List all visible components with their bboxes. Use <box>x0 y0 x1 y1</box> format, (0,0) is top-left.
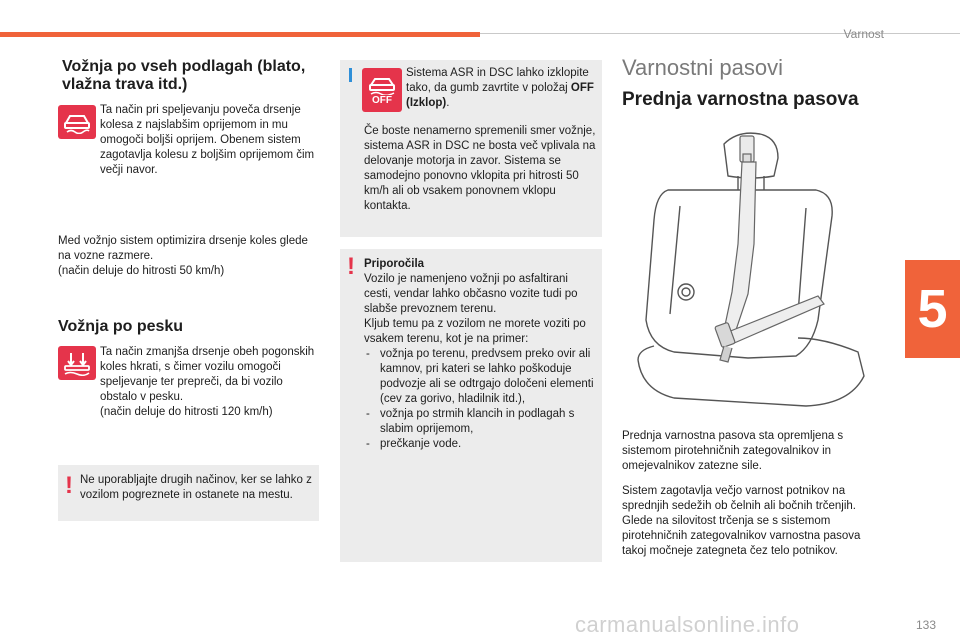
sand-mode-title: Vožnja po pesku <box>58 318 184 335</box>
mud-mode-icon <box>58 105 96 139</box>
sand-mode-icon <box>58 346 96 380</box>
warning-icon: ! <box>347 253 355 280</box>
recommendation-title: Priporočila <box>364 258 425 270</box>
mud-mode-description: Ta način pri speljevanju poveča drsenje kolesa z najslabšim oprijemom in mu omogoči boljši oprijem. Obenem sistem zagotavlja kolesu z boljšim oprijemom čim večji navor. <box>100 104 315 176</box>
page-number: 133 <box>915 618 936 632</box>
header-divider <box>480 33 960 34</box>
seatbelt-paragraph-1: Prednja varnostna pasova sta opremljena s sistemom pirotehničnih zategovalnikov in omejevalnikov zatezne sile. <box>622 430 844 472</box>
info-text <box>406 66 596 111</box>
list-item: - prečkanje vode. <box>364 437 596 452</box>
warning-box <box>58 465 319 521</box>
list-item: - vožnja po terenu, predvsem preko ovir ali kamnov, pri kateri se lahko poškoduje podvozje ali se odtrgajo določeni elementi (cev za gorivo, hladilnik itd.), <box>364 347 596 407</box>
sand-mode-description: Ta način zmanjša drsenje obeh pogonskih koles hkrati, s čimer vozilu omogoči speljevanje ter prepreči, da bi vozilo obstalo v pesku. (način deluje do hitrosti 120 km/h) <box>100 346 315 418</box>
seat-belt-illustration <box>628 124 902 424</box>
chapter-tab: 5 <box>905 260 960 358</box>
mud-mode-title: Vožnja po vseh podlagah (blato, vlažna trava itd.) <box>62 58 306 93</box>
header-accent-bar <box>0 32 480 37</box>
list-item: - vožnja po strmih klancih in podlagah s slabim oprijemom, <box>364 407 596 437</box>
section-title: Prednja varnostna pasova <box>622 89 859 110</box>
watermark: carmanualsonline.info <box>575 612 800 637</box>
info-paragraph-2: Če boste nenamerno spremenili smer vožnje, sistema ASR in DSC ne bosta več vplivala na delovanje motorja in zavor. Sistema se samodejno ponovno vklopita pri hitrosti 50 km/h ali ob vsakem ponovnem vklopu kontakta. <box>364 125 596 212</box>
warning-icon: ! <box>65 472 73 499</box>
seatbelt-paragraph-2: Sistem zagotavlja večjo varnost potnikov na sprednjih sedežih ob čelnih ali bočnih trčenjih. Glede na silovitost trčenja se s sistemom pirotehničnih zategovalnikov varnostna pasova takoj močneje zategneta čez telo potnikov. <box>622 485 861 557</box>
info-text-end: . <box>446 97 450 109</box>
recommendation-body: Vozilo je namenjeno vožnji po asfaltirani cesti, vendar lahko občasno vozite tudi po slabše prevoznem terenu. Kljub temu pa z vozilom ne morete voziti po vsakem terenu, kot je na primer: <box>364 273 586 345</box>
off-switch-label: OFF <box>372 94 392 106</box>
info-text-off: OFF (Izklop) <box>406 82 594 109</box>
info-box <box>340 60 602 237</box>
recommendation-list <box>364 347 596 452</box>
recommendation-box <box>340 249 602 562</box>
info-text-start: Sistema ASR in DSC lahko izklopite tako, da gumb zavrtite v položaj <box>406 67 589 94</box>
chapter-title: Varnostni pasovi <box>622 55 784 80</box>
warning-text: Ne uporabljajte drugih načinov, ker se lahko z vozilom pogreznete in ostanete na mestu. <box>80 474 312 501</box>
section-label: Varnost <box>843 27 884 41</box>
mud-mode-note: Med vožnjo sistem optimizira drsenje koles glede na vozne razmere. (način deluje do hitrosti 50 km/h) <box>58 235 308 277</box>
info-icon <box>349 68 352 82</box>
off-switch-icon <box>362 68 402 112</box>
